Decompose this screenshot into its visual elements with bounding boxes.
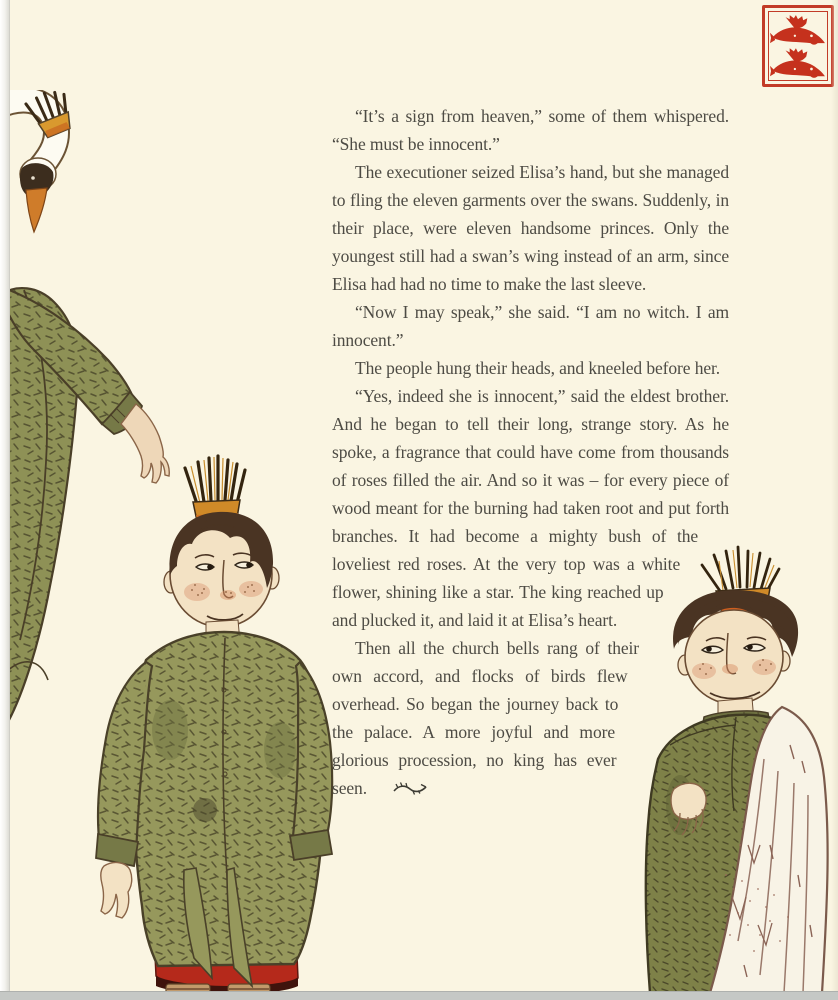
paragraph-text: The executioner seized Elisa’s hand, but she managed to fling the eleven garments over the swans. Suddenly, in their place, were eleven handsome princes. Only the youngest still had a swan’s wing instead of an arm, since Elisa had had no time to make the last sleeve. xyxy=(332,162,729,294)
prince-hand xyxy=(101,863,132,918)
page-right-edge xyxy=(831,0,838,1000)
story-paragraph xyxy=(332,354,729,382)
swan-eye xyxy=(31,176,35,180)
paragraph-text: “Yes, indeed she is innocent,” said the eldest brother. And he began to tell their long, strange story. As he spoke, a fragrance that could have come from thousands of roses filled the air. And so it was – for every piece of wood meant for the burning had taken root and put forth branches. It had become a mighty bush of the loveliest red roses. At the very top was a white flower, shining like a star. The king reached up and plucked it, and laid it at Elisa’s heart. xyxy=(332,386,729,630)
page-bottom-edge xyxy=(0,991,838,1000)
reaching-brother-illustration xyxy=(0,288,169,726)
left-illustration-group xyxy=(0,90,340,995)
main-prince-illustration xyxy=(96,456,332,995)
paragraph-text: “It’s a sign from heaven,” some of them whispered. “She must be innocent.” xyxy=(332,106,729,154)
paragraph-text: The people hung their heads, and kneeled before her. xyxy=(355,358,721,378)
crowned-swan-illustration xyxy=(0,90,76,232)
paragraph-text: Then all the church bells rang of their own accord, and flocks of birds flew overhead. So began the journey back to the palace. A more joyful and more glorious procession, no king has ever seen. xyxy=(332,638,640,798)
story-text-block xyxy=(332,102,729,842)
reaching-hand xyxy=(121,404,169,483)
publisher-swan-stamp xyxy=(762,5,834,87)
vine-flourish-icon xyxy=(370,775,427,803)
page-left-edge xyxy=(0,0,10,1000)
two-flying-swans-icon xyxy=(770,13,826,79)
paragraph-text: “Now I may speak,” she said. “I am no witch. I am innocent.” xyxy=(332,302,729,350)
